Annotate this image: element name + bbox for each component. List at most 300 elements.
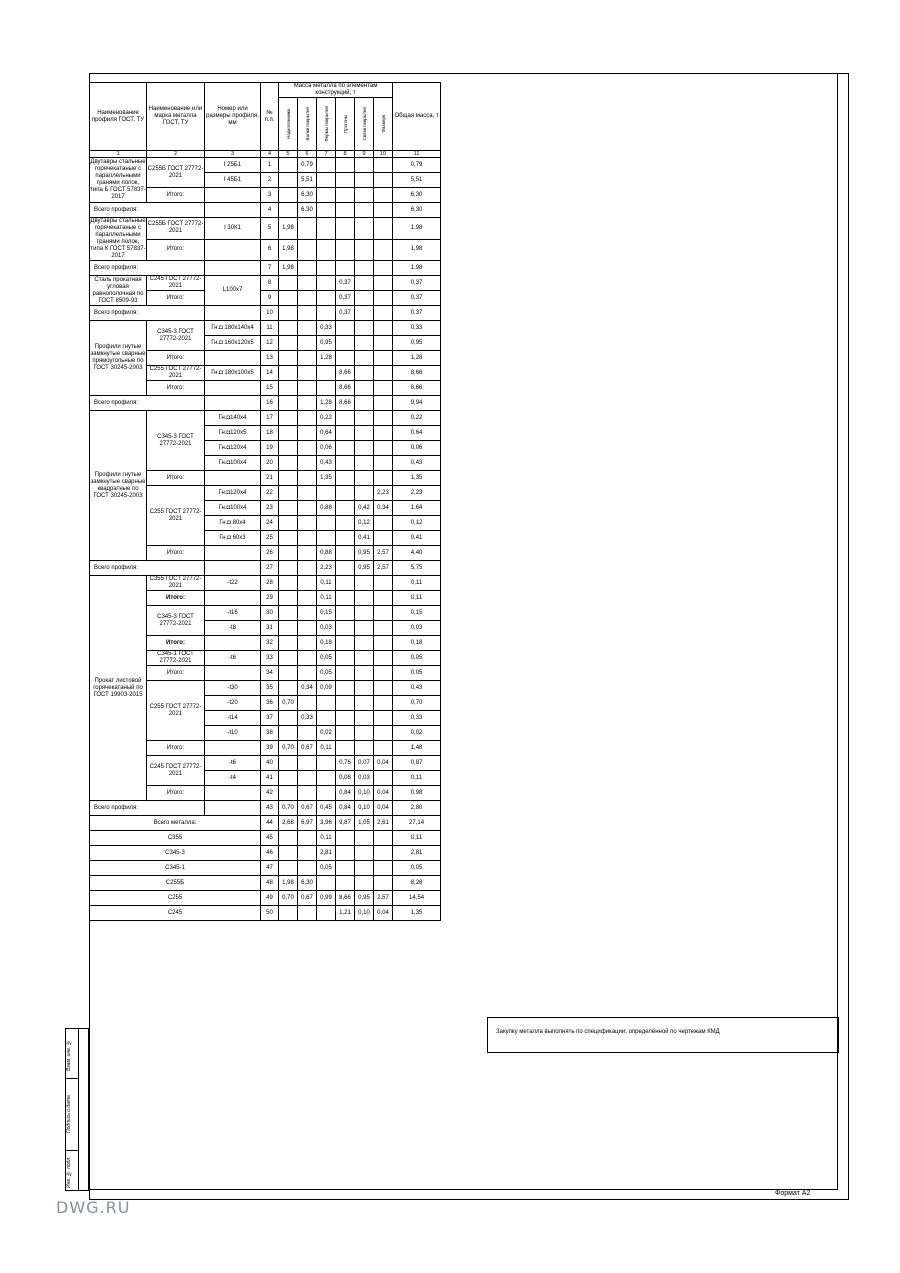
table-row <box>90 576 441 591</box>
total-mass-cell: 0,33 <box>393 711 441 726</box>
table-cell-empty <box>205 239 261 261</box>
table-cell-label: -t10 <box>205 726 261 741</box>
mass-cell <box>317 291 336 306</box>
mass-cell <box>317 306 336 321</box>
mass-cell <box>336 516 355 531</box>
table-row <box>90 261 441 276</box>
table-cell-label: Всего профиля: <box>90 203 205 218</box>
mass-cell <box>355 366 374 381</box>
mass-cell <box>298 846 317 861</box>
mass-cell: 0,04 <box>374 801 393 816</box>
col-num: 3 <box>205 151 261 158</box>
table-cell-empty <box>205 786 261 801</box>
mass-cell: 0,33 <box>298 711 317 726</box>
table-row <box>90 306 441 321</box>
mass-cell <box>374 203 393 218</box>
col-num: 6 <box>298 151 317 158</box>
row-number: 45 <box>261 831 279 846</box>
mass-cell <box>336 336 355 351</box>
mass-cell <box>336 203 355 218</box>
mass-cell <box>279 846 298 861</box>
mass-cell <box>298 291 317 306</box>
row-number: 34 <box>261 666 279 681</box>
total-mass-cell: 6,30 <box>393 188 441 203</box>
mass-cell <box>298 696 317 711</box>
table-cell-label: Гн.◘120x4 <box>205 441 261 456</box>
table-cell-label: С345-3 ГОСТ 27772-2021 <box>147 321 205 351</box>
mass-cell <box>298 276 317 291</box>
mass-cell <box>317 188 336 203</box>
col-num: 11 <box>393 151 441 158</box>
mass-cell <box>355 591 374 606</box>
mass-cell <box>298 621 317 636</box>
mass-cell: 0,11 <box>317 576 336 591</box>
mass-cell: 5,51 <box>298 173 317 188</box>
table-cell-label: С245 <box>90 906 261 921</box>
mass-cell <box>355 239 374 261</box>
total-mass-cell: 1,28 <box>393 351 441 366</box>
mass-cell: 6,30 <box>298 203 317 218</box>
mass-cell <box>374 651 393 666</box>
mass-cell: 0,09 <box>317 681 336 696</box>
table-cell-label: Гн.◘100x4 <box>205 501 261 516</box>
table-cell-label: Итого: <box>147 471 205 486</box>
mass-cell <box>374 666 393 681</box>
total-mass-cell: 0,11 <box>393 576 441 591</box>
mass-cell <box>298 426 317 441</box>
total-mass-cell: 0,37 <box>393 291 441 306</box>
mass-cell: 0,37 <box>336 306 355 321</box>
table-cell-empty <box>205 381 261 396</box>
total-mass-cell: 1,64 <box>393 501 441 516</box>
mass-cell <box>374 576 393 591</box>
total-mass-cell: 0,11 <box>393 591 441 606</box>
mass-cell: 0,18 <box>317 636 336 651</box>
mass-cell <box>298 381 317 396</box>
table-cell-label: Итого: <box>147 666 205 681</box>
mass-cell <box>355 441 374 456</box>
mass-cell <box>374 411 393 426</box>
mass-cell <box>374 681 393 696</box>
row-number: 1 <box>261 158 279 173</box>
table-cell-label: Гн.◘ 80x4 <box>205 516 261 531</box>
header-row-number: № п.п. <box>261 83 279 151</box>
total-mass-cell: 0,95 <box>393 336 441 351</box>
mass-cell: 0,64 <box>317 426 336 441</box>
table-row <box>90 831 441 846</box>
mass-cell <box>355 711 374 726</box>
mass-cell: 2,68 <box>279 816 298 831</box>
table-cell-label: Итого: <box>147 351 205 366</box>
mass-cell <box>374 158 393 173</box>
mass-cell: 0,04 <box>374 756 393 771</box>
mass-cell <box>374 239 393 261</box>
mass-cell <box>336 546 355 561</box>
mass-cell <box>374 291 393 306</box>
mass-cell: 0,34 <box>374 501 393 516</box>
mass-cell <box>336 666 355 681</box>
row-number: 48 <box>261 876 279 891</box>
mass-cell <box>336 696 355 711</box>
mass-cell <box>355 396 374 411</box>
mass-cell: 0,88 <box>317 501 336 516</box>
table-cell-label: -t16 <box>205 606 261 621</box>
mass-cell <box>355 188 374 203</box>
mass-cell <box>336 651 355 666</box>
total-mass-cell: 0,98 <box>393 786 441 801</box>
mass-cell <box>317 218 336 240</box>
mass-cell: 1,98 <box>279 876 298 891</box>
row-number: 49 <box>261 891 279 906</box>
metal-specification-table <box>89 82 441 921</box>
mass-cell <box>374 516 393 531</box>
table-cell-label: -t20 <box>205 696 261 711</box>
total-mass-cell: 1,35 <box>393 471 441 486</box>
table-row <box>90 203 441 218</box>
mass-cell <box>336 261 355 276</box>
table-cell-label: Всего профиля: <box>90 396 205 411</box>
mass-cell <box>374 711 393 726</box>
mass-cell <box>279 561 298 576</box>
total-mass-cell: 1,98 <box>393 218 441 240</box>
mass-cell <box>336 441 355 456</box>
total-mass-cell: 0,87 <box>393 756 441 771</box>
total-mass-cell: 0,43 <box>393 456 441 471</box>
mass-cell <box>355 846 374 861</box>
table-cell-label: Двутавры стальные горячекатаные с параллельными гранями полок, типа К ГОСТ 57837-2017 <box>90 218 146 259</box>
total-mass-cell: 0,79 <box>393 158 441 173</box>
table-cell-label: Итого: <box>147 636 205 651</box>
mass-cell <box>279 831 298 846</box>
row-number: 6 <box>261 239 279 261</box>
mass-cell <box>374 261 393 276</box>
table-cell-label: С355 <box>90 831 261 846</box>
table-cell-label: Итого: <box>147 591 205 606</box>
mass-cell <box>374 636 393 651</box>
table-cell-label: С255Б ГОСТ 27772-2021 <box>147 158 205 188</box>
header-col-6: Балки покрытия <box>304 107 310 141</box>
mass-cell: 1,21 <box>336 906 355 921</box>
mass-cell: 0,06 <box>317 441 336 456</box>
table-row <box>90 861 441 876</box>
mass-cell <box>279 306 298 321</box>
watermark-logo: DWG.RU <box>56 1198 131 1217</box>
row-number: 16 <box>261 396 279 411</box>
mass-cell <box>355 681 374 696</box>
header-mass-group: Масса металла по элементам конструкций, т <box>279 83 393 98</box>
mass-cell <box>374 276 393 291</box>
mass-cell <box>298 591 317 606</box>
mass-cell <box>355 426 374 441</box>
mass-cell: 0,05 <box>317 861 336 876</box>
mass-cell <box>336 471 355 486</box>
mass-cell <box>279 651 298 666</box>
mass-cell <box>336 426 355 441</box>
table-cell-label: -t6 <box>205 651 261 666</box>
mass-cell <box>355 606 374 621</box>
mass-cell: 8,66 <box>336 396 355 411</box>
total-mass-cell: 0,05 <box>393 666 441 681</box>
mass-cell: 0,95 <box>317 336 336 351</box>
mass-cell <box>355 158 374 173</box>
mass-cell <box>279 726 298 741</box>
mass-cell <box>298 336 317 351</box>
mass-cell <box>355 861 374 876</box>
mass-cell <box>336 636 355 651</box>
mass-cell <box>374 366 393 381</box>
mass-cell <box>336 876 355 891</box>
total-mass-cell: 0,12 <box>393 516 441 531</box>
mass-cell <box>355 261 374 276</box>
table-row <box>90 321 441 336</box>
mass-cell <box>317 906 336 921</box>
mass-cell: 0,67 <box>298 891 317 906</box>
table-cell-label: Гн.◘100x4 <box>205 456 261 471</box>
mass-cell: 0,10 <box>355 906 374 921</box>
table-row <box>90 276 441 291</box>
mass-cell: 2,61 <box>374 816 393 831</box>
mass-cell: 1,98 <box>279 261 298 276</box>
mass-cell <box>279 681 298 696</box>
header-profile-name: Наименование профиля ГОСТ, ТУ <box>90 83 147 151</box>
mass-cell: 2,57 <box>374 561 393 576</box>
row-number: 38 <box>261 726 279 741</box>
mass-cell <box>336 741 355 756</box>
table-cell-label: С345-3 ГОСТ 27772-2021 <box>147 606 205 636</box>
table-cell-label: С255 ГОСТ 27772-2021 <box>147 486 205 546</box>
mass-cell <box>336 591 355 606</box>
mass-cell <box>374 336 393 351</box>
mass-cell: 2,81 <box>317 846 336 861</box>
row-number: 41 <box>261 771 279 786</box>
sheet-format: Формат А2 <box>775 1190 811 1197</box>
total-mass-cell: 0,41 <box>393 531 441 546</box>
mass-cell <box>336 486 355 501</box>
table-row <box>90 891 441 906</box>
row-number: 25 <box>261 531 279 546</box>
mass-cell <box>374 188 393 203</box>
mass-cell: 0,70 <box>279 696 298 711</box>
mass-cell <box>355 741 374 756</box>
mass-cell <box>298 606 317 621</box>
mass-cell <box>374 696 393 711</box>
mass-cell: 0,05 <box>317 651 336 666</box>
mass-cell <box>355 666 374 681</box>
mass-cell <box>336 711 355 726</box>
mass-cell: 3,96 <box>317 816 336 831</box>
table-row <box>90 816 441 831</box>
table-cell-label: Итого: <box>147 188 205 203</box>
mass-cell <box>279 576 298 591</box>
table-cell-label: Итого: <box>147 291 205 306</box>
mass-cell: 0,67 <box>298 801 317 816</box>
table-cell-empty <box>205 188 261 203</box>
mass-cell <box>298 726 317 741</box>
table-cell-label: Всего профиля: <box>90 801 205 816</box>
mass-cell <box>298 831 317 846</box>
mass-cell <box>279 426 298 441</box>
mass-cell <box>374 846 393 861</box>
mass-cell <box>298 239 317 261</box>
total-mass-cell: 0,18 <box>393 636 441 651</box>
total-mass-cell: 0,37 <box>393 276 441 291</box>
mass-cell <box>355 411 374 426</box>
mass-cell: 2,23 <box>374 486 393 501</box>
row-number: 7 <box>261 261 279 276</box>
table-cell-label: Итого: <box>147 239 205 261</box>
row-number: 28 <box>261 576 279 591</box>
col-num: 10 <box>374 151 393 158</box>
mass-cell <box>355 696 374 711</box>
table-cell-empty <box>205 351 261 366</box>
table-cell-empty <box>205 546 261 561</box>
mass-cell <box>336 456 355 471</box>
mass-cell: 1,28 <box>317 396 336 411</box>
mass-cell <box>279 336 298 351</box>
row-number: 50 <box>261 906 279 921</box>
mass-cell <box>317 696 336 711</box>
mass-cell: 0,12 <box>355 516 374 531</box>
mass-cell: 0,41 <box>355 531 374 546</box>
total-mass-cell: 0,05 <box>393 651 441 666</box>
mass-cell: 0,03 <box>317 621 336 636</box>
mass-cell: 1,98 <box>279 239 298 261</box>
table-cell-label: -t4 <box>205 771 261 786</box>
mass-cell <box>355 173 374 188</box>
mass-cell: 6,30 <box>298 876 317 891</box>
mass-cell <box>279 456 298 471</box>
row-number: 11 <box>261 321 279 336</box>
total-mass-cell: 27,14 <box>393 816 441 831</box>
mass-cell <box>279 471 298 486</box>
total-mass-cell: 1,98 <box>393 239 441 261</box>
header-profile-size: Номер или размеры профиля, мм <box>205 83 261 151</box>
table-cell-label: Итого: <box>147 741 205 756</box>
header-col-8: Прогоны <box>342 114 348 133</box>
mass-cell: 0,43 <box>317 456 336 471</box>
mass-cell <box>336 218 355 240</box>
mass-cell <box>279 636 298 651</box>
row-number: 26 <box>261 546 279 561</box>
mass-cell: 1,28 <box>317 351 336 366</box>
row-number: 42 <box>261 786 279 801</box>
mass-cell <box>279 188 298 203</box>
mass-cell <box>298 861 317 876</box>
mass-cell <box>374 441 393 456</box>
table-cell-label: Итого: <box>147 546 205 561</box>
mass-cell <box>317 486 336 501</box>
row-number: 31 <box>261 621 279 636</box>
stamp-inv-original: Инв. № подл. <box>66 1156 72 1188</box>
row-number: 44 <box>261 816 279 831</box>
mass-cell <box>279 546 298 561</box>
mass-cell <box>279 756 298 771</box>
table-cell-label: Итого: <box>147 786 205 801</box>
spec-body <box>90 158 441 921</box>
mass-cell <box>355 291 374 306</box>
total-mass-cell: 0,15 <box>393 606 441 621</box>
row-number: 39 <box>261 741 279 756</box>
mass-cell <box>336 501 355 516</box>
mass-cell <box>279 771 298 786</box>
table-cell-label: L100x7 <box>205 276 261 306</box>
table-cell-label: -t30 <box>205 681 261 696</box>
mass-cell <box>355 621 374 636</box>
total-mass-cell: 0,02 <box>393 726 441 741</box>
total-mass-cell: 0,11 <box>393 831 441 846</box>
row-number: 2 <box>261 173 279 188</box>
mass-cell <box>279 516 298 531</box>
mass-cell <box>279 381 298 396</box>
row-number: 36 <box>261 696 279 711</box>
table-cell-label: I 25Б1 <box>205 158 261 173</box>
table-row <box>90 846 441 861</box>
col-num: 4 <box>261 151 279 158</box>
header-col-10: Фахверк <box>380 115 386 133</box>
table-cell-label: С255 ГОСТ 27772-2021 <box>147 366 205 381</box>
mass-cell <box>355 636 374 651</box>
mass-cell: 0,70 <box>279 891 298 906</box>
mass-cell: 0,10 <box>355 801 374 816</box>
mass-cell <box>336 411 355 426</box>
mass-cell <box>298 906 317 921</box>
mass-cell <box>317 711 336 726</box>
table-cell-label: С255Б <box>90 876 261 891</box>
table-cell-empty <box>205 561 261 576</box>
mass-cell <box>374 606 393 621</box>
mass-cell <box>336 726 355 741</box>
mass-cell <box>298 471 317 486</box>
mass-cell <box>298 411 317 426</box>
mass-cell: 0,95 <box>355 561 374 576</box>
mass-cell: 2,57 <box>374 891 393 906</box>
mass-cell <box>374 741 393 756</box>
table-cell-label: С255Б ГОСТ 27772-2021 <box>147 218 205 240</box>
mass-cell <box>336 681 355 696</box>
mass-cell <box>317 203 336 218</box>
total-mass-cell: 8,66 <box>393 366 441 381</box>
total-mass-cell: 1,35 <box>393 906 441 921</box>
table-cell-label: Прокат листовой горячекатаный по ГОСТ 19903-2015 <box>90 576 147 801</box>
header-col-7: Фермы покрытия <box>323 106 329 142</box>
mass-cell <box>336 606 355 621</box>
mass-cell <box>317 876 336 891</box>
mass-cell: 0,88 <box>317 546 336 561</box>
table-cell-label: Гн.◘ 60x3 <box>205 531 261 546</box>
total-mass-cell: 5,75 <box>393 561 441 576</box>
mass-cell: 0,76 <box>336 756 355 771</box>
table-row <box>90 801 441 816</box>
mass-cell: 0,37 <box>336 291 355 306</box>
mass-cell <box>298 486 317 501</box>
row-number: 47 <box>261 861 279 876</box>
table-cell-label: С255 <box>90 891 261 906</box>
total-mass-cell: 0,64 <box>393 426 441 441</box>
mass-cell: 1,05 <box>355 816 374 831</box>
mass-cell: 0,22 <box>317 411 336 426</box>
header-col-9: Связи покрытия <box>361 107 367 141</box>
total-mass-cell: 0,70 <box>393 696 441 711</box>
row-number: 32 <box>261 636 279 651</box>
mass-cell <box>374 771 393 786</box>
mass-cell <box>317 158 336 173</box>
mass-cell <box>279 621 298 636</box>
mass-cell <box>355 831 374 846</box>
mass-cell: 0,84 <box>336 786 355 801</box>
mass-cell <box>374 381 393 396</box>
mass-cell <box>279 411 298 426</box>
mass-cell: 0,10 <box>355 786 374 801</box>
